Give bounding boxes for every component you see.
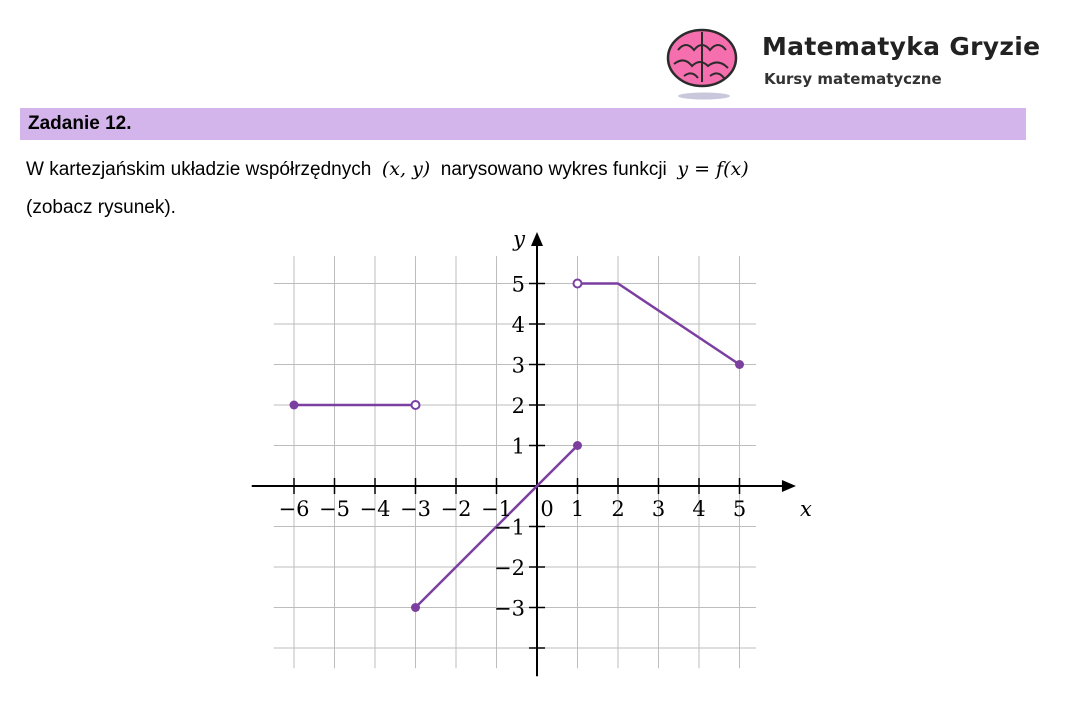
closed-point [411,603,420,612]
x-tick-label: 4 [692,497,706,521]
x-tick-label: −1 [481,497,512,521]
y-axis-label: y [513,227,525,251]
open-point [412,401,420,409]
task-title: Zadanie 12. [28,113,132,134]
open-point [574,280,582,288]
ticks [294,284,740,649]
x-tick-label: 0 [540,497,554,521]
statement-text-2: narysowano wykres funkcji [440,159,667,180]
brand-logo [662,22,1052,102]
x-axis-label: x [800,497,812,521]
x-tick-label: 3 [651,497,666,521]
x-tick-label: −4 [359,497,391,521]
y-tick-label: −2 [494,556,525,580]
x-tick-label: −3 [400,497,431,521]
brand-subtitle: Kursy matematyczne [764,70,942,88]
x-tick-label: 1 [570,497,585,521]
tick-labels [279,227,813,621]
x-axis-arrow [782,480,796,492]
brand-name: Matematyka Gryzie [762,32,1041,61]
x-tick-label: 5 [732,497,747,521]
y-axis-arrow [531,232,543,246]
y-tick-label: 3 [511,353,525,378]
math-coords: (x, y) [381,158,431,180]
task-header [20,108,1026,140]
closed-point [573,441,582,450]
function-graph [250,220,810,690]
y-tick-label: 1 [511,434,525,459]
x-tick-label: −5 [319,497,350,521]
brain-icon [662,22,752,102]
x-tick-label: 2 [611,497,625,521]
closed-point [290,401,299,410]
task-statement [26,150,1026,227]
y-tick-label: −3 [494,596,525,621]
y-tick-label: 4 [511,313,525,337]
math-function: y = f(x) [677,158,749,180]
statement-text-3: (zobacz rysunek). [26,197,176,218]
x-tick-label: −2 [440,497,472,521]
statement-text-1: W kartezjańskim układzie współrzędnych [26,159,372,180]
y-tick-label: −1 [494,515,525,540]
x-tick-label: −6 [278,497,310,521]
y-tick-label: 5 [511,272,525,297]
y-tick-label: 2 [511,394,525,418]
closed-point [735,360,744,369]
